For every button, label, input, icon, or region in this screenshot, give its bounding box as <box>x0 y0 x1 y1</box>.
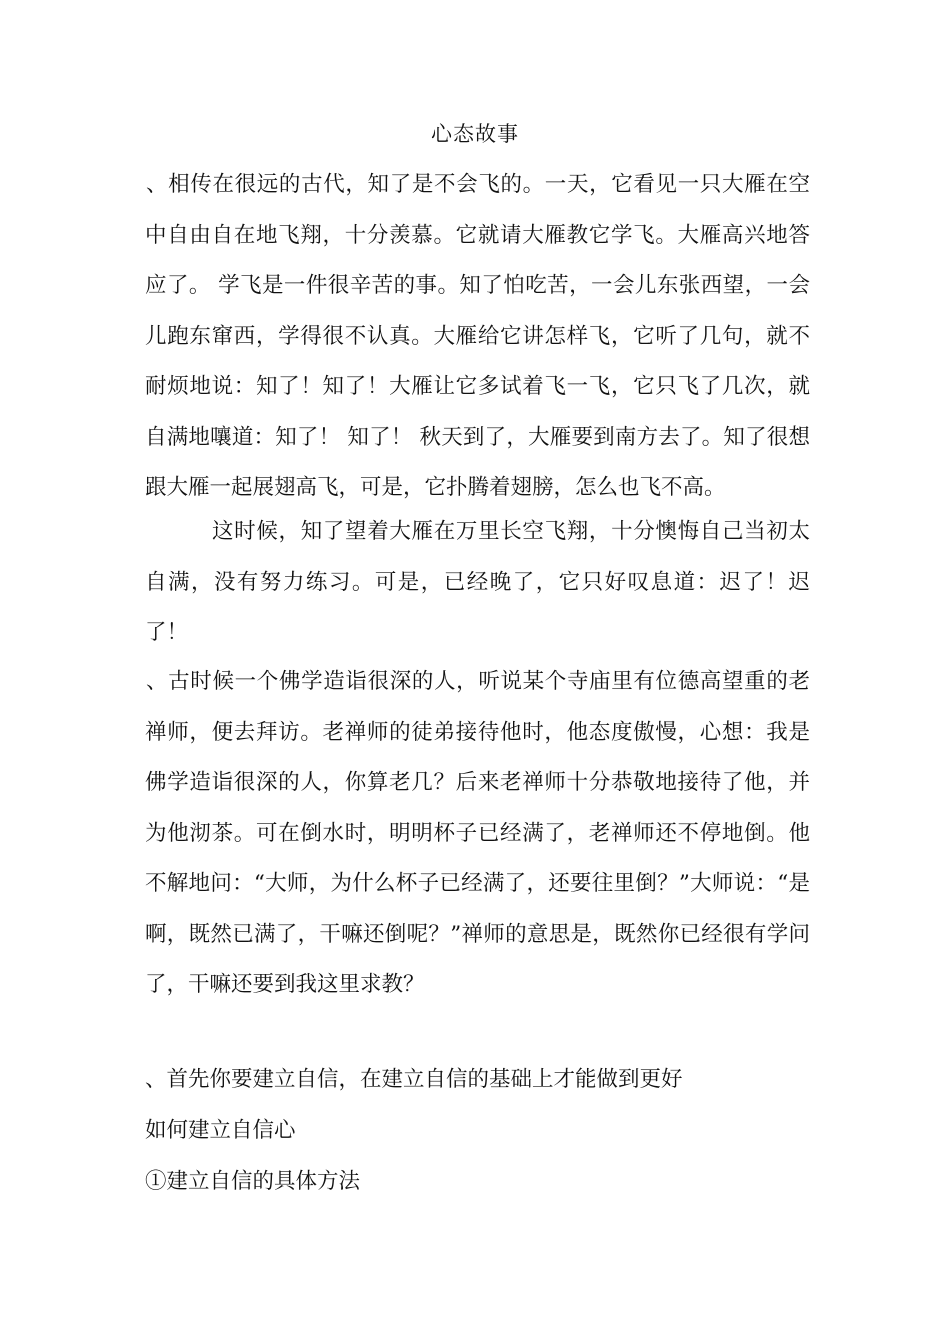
section3-intro-line: 、首先你要建立自信，在建立自信的基础上才能做到更好 <box>145 1067 683 1092</box>
story1-paragraph-2: 这时候，知了望着大雁在万里长空飞翔，十分懊悔自己当初太自满，没有努力练习。可是，已经晚了，它只好叹息道：迟了！迟了！ <box>145 519 810 645</box>
story1-paragraph-1: 、相传在很远的古代，知了是不会飞的。一天，它看见一只大雁在空中自由自在地飞翔，十分羡慕。它就请大雁教它学飞。大雁高兴地答应了。 学飞是一件很辛苦的事。知了怕吃苦，一会儿东张西望，一会儿跑东窜西，学得很不认真。大雁给它讲怎样飞，它听了几句，就不耐烦地说：知了！知了！大雁让它多试着飞一飞，它只飞了几次，就自满地嚷道：知了！ 知了！ 秋天到了，大雁要到南方去了。知了很想跟大雁一起展翅高飞，可是，它扑腾着翅膀，怎么也飞不高。 <box>145 172 810 500</box>
section3-heading: 如何建立自信心 <box>145 1118 296 1143</box>
story2-paragraph: 、古时候一个佛学造诣很深的人，听说某个寺庙里有位德高望重的老禅师，便去拜访。老禅师的徒弟接待他时，他态度傲慢，心想：我是佛学造诣很深的人，你算老几？后来老禅师十分恭敬地接待了他，并为他沏茶。可在倒水时，明明杯子已经满了，老禅师还不停地倒。他不解地问：“大师，为什么杯子已经满了，还要往里倒？”大师说：“是啊，既然已满了，干嘛还倒呢？”禅师的意思是，既然你已经很有学问了，干嘛还要到我这里求教？ <box>145 669 810 997</box>
section3-subheading: ①建立自信的具体方法 <box>145 1169 361 1194</box>
document-title: 心态故事 <box>431 122 519 146</box>
